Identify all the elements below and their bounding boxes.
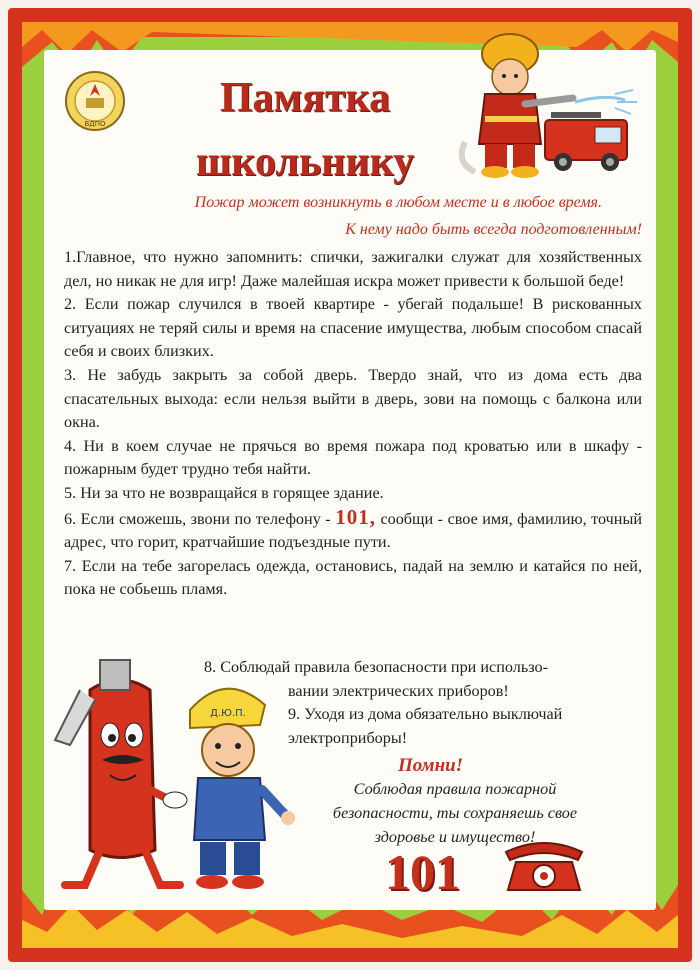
rule-9-line-1: 9. Уходя из дома обязательно выключай	[288, 705, 563, 724]
rule-2: 2. Если пожар случился в твоей квартире - убегай подальше! В рискованных ситуациях не теряй силы и время на спасение имущества, любым способом спасай себя и своих близких.	[64, 295, 642, 361]
hotline-number: 101	[335, 504, 370, 529]
vdpo-emblem-icon	[64, 70, 126, 132]
rule-4: 4. Ни в коем случае не прячься во время пожара под кроватью или в шкафу - пожарным будет трудно тебя найти.	[64, 436, 642, 479]
extinguisher-and-boy-mascots-illustration	[50, 650, 300, 900]
rule-9-line-2: электроприборы!	[288, 728, 408, 747]
title-line-2: школьнику	[195, 139, 415, 185]
closing-line-3: здоровье и имущество!	[374, 828, 536, 846]
rule-8-line-2: вании электрических приборов!	[288, 681, 509, 700]
rule-6	[64, 506, 642, 555]
rule-6-end: сообщи - свое имя, фамилию, точный адрес, что горит, кратчайшие подъездные пути.	[64, 509, 642, 552]
fireman-with-firetruck-illustration	[455, 32, 640, 182]
rule-7: 7. Если на тебе загорелась одежда, остановись, падай на землю и катайся по ней, пока не собьешь пламя.	[64, 556, 642, 599]
rule-5: 5. Ни за что не возвращайся в горящее здание.	[64, 483, 384, 502]
emergency-number: 101	[385, 844, 460, 900]
rule-8-line-1: 8. Соблюдай правила безопасности при использо-	[204, 658, 549, 676]
subtitle-line-2: К нему надо быть всегда подготовленным!	[345, 221, 642, 238]
title-line-1: Памятка	[219, 75, 391, 121]
remember-heading: Помни!	[398, 755, 464, 776]
page-title	[160, 66, 450, 194]
hotline-comma: ,	[369, 504, 376, 529]
rule-6-start: 6. Если сможешь, звони по телефону -	[64, 509, 336, 528]
helmet-label: Д.Ю.П.	[210, 708, 246, 719]
safety-rules	[64, 246, 642, 602]
rule-1: 1.Главное, что нужно запомнить: спички, зажигалки служат для хозяйственных дел, но никак не для игр! Даже малейшая искра может привести к большой беде!	[64, 248, 642, 290]
rotary-phone-icon	[500, 838, 588, 894]
subtitle-line-1: Пожар может возникнуть в любом месте и в любое время.	[194, 194, 602, 211]
rule-3: 3. Не забудь закрыть за собой дверь. Твердо знай, что из дома есть два спасательных выхода: если нельзя выйти в дверь, зови на помощь с балкона или окна.	[64, 365, 642, 432]
emblem-label: ВДПО	[84, 120, 106, 128]
closing-line-2: безопасности, ты сохраняешь свое	[332, 804, 578, 822]
closing-line-1: Соблюдая правила пожарной	[353, 780, 557, 798]
